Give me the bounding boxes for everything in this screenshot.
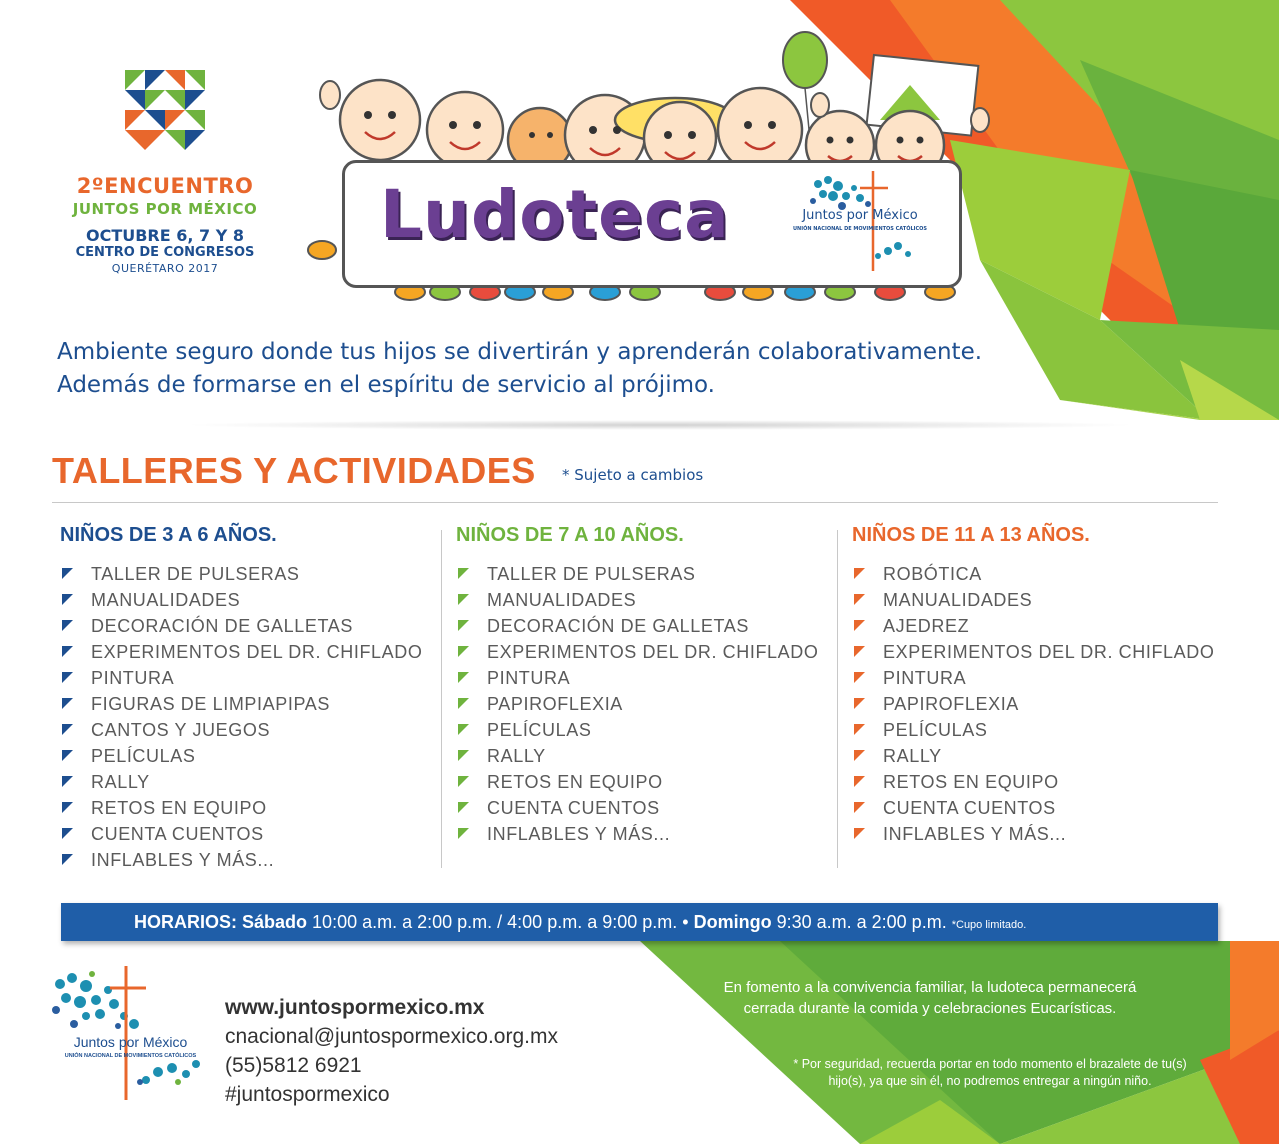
family-notice: En fomento a la convivencia familiar, la ludoteca permanecerá cerrada durante la comida y celebraciones Eucarísticas. xyxy=(723,979,1137,1017)
activity-label: INFLABLES Y MÁS... xyxy=(91,850,275,870)
activity-item xyxy=(852,743,1242,769)
triangle-bullet-icon xyxy=(62,698,73,709)
activity-item xyxy=(60,769,450,795)
activity-item xyxy=(456,561,846,587)
activity-item xyxy=(852,587,1242,613)
activity-label: TALLER DE PULSERAS xyxy=(91,564,300,584)
activity-label: MANUALIDADES xyxy=(883,590,1033,610)
activity-item xyxy=(60,691,450,717)
activity-label: PAPIROFLEXIA xyxy=(487,694,623,714)
contact-info xyxy=(225,993,558,1109)
triangle-bullet-icon xyxy=(62,568,73,579)
intro-text xyxy=(57,336,1157,402)
section-note: * Sujeto a cambios xyxy=(562,466,704,484)
activity-label: RALLY xyxy=(487,746,546,766)
age-column-7-10 xyxy=(456,524,846,847)
activity-item xyxy=(60,639,450,665)
triangle-bullet-icon xyxy=(854,724,865,735)
safety-notice: * Por seguridad, recuerda portar en todo momento el brazalete de tu(s) hijo(s), ya que sin él, no podremos entregar a ningún niño. xyxy=(793,1057,1187,1088)
activity-label: TALLER DE PULSERAS xyxy=(487,564,696,584)
activity-item xyxy=(60,717,450,743)
activity-label: MANUALIDADES xyxy=(487,590,637,610)
column-divider xyxy=(441,530,442,868)
activity-item xyxy=(60,665,450,691)
phone-number: (55)5812 6921 xyxy=(225,1054,362,1077)
triangle-bullet-icon xyxy=(62,594,73,605)
intro-line-1: Ambiente seguro donde tus hijos se divertirán y aprenderán colaborativamente. xyxy=(57,339,983,365)
triangle-bullet-icon xyxy=(458,802,469,813)
activity-item xyxy=(60,613,450,639)
activity-label: EXPERIMENTOS DEL DR. CHIFLADO xyxy=(487,642,819,662)
activity-item xyxy=(456,795,846,821)
triangle-bullet-icon xyxy=(854,802,865,813)
intro-shadow-divider xyxy=(180,420,1140,430)
triangle-bullet-icon xyxy=(458,620,469,631)
activity-list xyxy=(852,561,1242,847)
triangle-bullet-icon xyxy=(62,776,73,787)
activity-label: ROBÓTICA xyxy=(883,564,982,584)
activity-label: CUENTA CUENTOS xyxy=(487,798,660,818)
activity-item xyxy=(60,743,450,769)
triangle-bullet-icon xyxy=(458,750,469,761)
activity-label: CANTOS Y JUEGOS xyxy=(91,720,271,740)
age-column-3-6 xyxy=(60,524,450,873)
activity-item xyxy=(456,665,846,691)
footer-logo-name: Juntos por México xyxy=(73,1034,188,1050)
triangle-bullet-icon xyxy=(62,646,73,657)
intro-line-2: Además de formarse en el espíritu de servicio al prójimo. xyxy=(57,372,715,398)
activity-item xyxy=(456,691,846,717)
event-city: QUERÉTARO 2017 xyxy=(111,262,219,275)
column-heading: NIÑOS DE 11 A 13 AÑOS. xyxy=(852,524,1090,546)
triangle-bullet-icon xyxy=(854,672,865,683)
activity-item xyxy=(852,691,1242,717)
banner-title: Ludoteca xyxy=(380,176,730,253)
activity-label: RALLY xyxy=(91,772,150,792)
activity-label: AJEDREZ xyxy=(883,616,970,636)
triangle-bullet-icon xyxy=(62,854,73,865)
triangle-bullet-icon xyxy=(458,594,469,605)
activity-label: MANUALIDADES xyxy=(91,590,241,610)
triangle-bullet-icon xyxy=(854,698,865,709)
activity-list xyxy=(60,561,450,873)
activity-item xyxy=(456,587,846,613)
activity-item xyxy=(456,743,846,769)
activity-item xyxy=(60,561,450,587)
activity-label: INFLABLES Y MÁS... xyxy=(487,824,671,844)
age-column-11-13 xyxy=(852,524,1242,847)
activity-label: INFLABLES Y MÁS... xyxy=(883,824,1067,844)
triangle-bullet-icon xyxy=(62,802,73,813)
activity-label: DECORACIÓN DE GALLETAS xyxy=(91,616,353,636)
event-dates: OCTUBRE 6, 7 Y 8 xyxy=(85,226,245,245)
triangle-bullet-icon xyxy=(62,672,73,683)
activity-item xyxy=(852,795,1242,821)
banner-logo-org: UNIÓN NACIONAL DE MOVIMIENTOS CATÓLICOS xyxy=(792,226,928,232)
activity-label: PELÍCULAS xyxy=(487,720,592,740)
triangle-bullet-icon xyxy=(854,750,865,761)
activity-label: CUENTA CUENTOS xyxy=(91,824,264,844)
activity-label: FIGURAS DE LIMPIAPIPAS xyxy=(91,694,330,714)
event-subtitle: JUNTOS POR MÉXICO xyxy=(72,200,258,218)
triangle-bullet-icon xyxy=(458,568,469,579)
section-title: TALLERES Y ACTIVIDADES xyxy=(52,450,536,491)
triangle-bullet-icon xyxy=(854,568,865,579)
triangle-bullet-icon xyxy=(854,594,865,605)
schedule-day-sunday: Domingo xyxy=(693,912,772,932)
activity-item xyxy=(456,717,846,743)
activity-list xyxy=(456,561,846,847)
event-title: 2ºENCUENTRO xyxy=(76,174,254,198)
schedule-day-saturday: Sábado xyxy=(242,912,308,932)
banner-logo-name: Juntos por México xyxy=(802,208,918,223)
activity-item xyxy=(852,613,1242,639)
activity-label: PINTURA xyxy=(487,668,571,688)
activity-item xyxy=(60,821,450,847)
column-heading: NIÑOS DE 7 A 10 AÑOS. xyxy=(456,524,684,546)
schedule-note: *Cupo limitado. xyxy=(951,919,1027,931)
activity-label: PINTURA xyxy=(883,668,967,688)
activity-item xyxy=(852,561,1242,587)
triangle-bullet-icon xyxy=(458,698,469,709)
ludoteca-banner xyxy=(300,20,1000,305)
activity-item xyxy=(852,717,1242,743)
triangle-bullet-icon xyxy=(854,646,865,657)
activity-item xyxy=(60,587,450,613)
website-link[interactable]: www.juntospormexico.mx xyxy=(225,996,485,1019)
triangle-bullet-icon xyxy=(458,672,469,683)
triangle-bullet-icon xyxy=(62,724,73,735)
activity-item xyxy=(60,847,450,873)
schedule-bar xyxy=(61,903,1218,941)
activity-item xyxy=(456,821,846,847)
activity-label: PAPIROFLEXIA xyxy=(883,694,1019,714)
triangle-bullet-icon xyxy=(854,828,865,839)
activity-item xyxy=(852,769,1242,795)
triangle-bullet-icon xyxy=(458,724,469,735)
activity-item xyxy=(456,639,846,665)
activity-label: RETOS EN EQUIPO xyxy=(883,772,1059,792)
triangle-bullet-icon xyxy=(62,750,73,761)
activity-item xyxy=(60,795,450,821)
triangle-bullet-icon xyxy=(854,776,865,787)
triangle-bullet-icon xyxy=(62,828,73,839)
activity-label: RETOS EN EQUIPO xyxy=(91,798,267,818)
event-logo xyxy=(40,70,290,275)
activity-label: PELÍCULAS xyxy=(91,746,196,766)
activity-label: RALLY xyxy=(883,746,942,766)
section-divider xyxy=(52,502,1218,503)
activity-item xyxy=(852,639,1242,665)
schedule-label: HORARIOS: xyxy=(134,912,237,932)
activity-item xyxy=(456,613,846,639)
activity-label: PINTURA xyxy=(91,668,175,688)
activity-item xyxy=(456,769,846,795)
activity-item xyxy=(852,821,1242,847)
footer-logo-org: UNIÓN NACIONAL DE MOVIMIENTOS CATÓLICOS xyxy=(64,1053,197,1059)
schedule-sunday-times: 9:30 a.m. a 2:00 p.m. xyxy=(776,912,947,932)
schedule-saturday-times: 10:00 a.m. a 2:00 p.m. / 4:00 p.m. a 9:00 p.m. • xyxy=(312,912,689,932)
hashtag: #juntospormexico xyxy=(225,1083,390,1106)
column-divider xyxy=(837,530,838,868)
activity-label: EXPERIMENTOS DEL DR. CHIFLADO xyxy=(883,642,1215,662)
activity-label: RETOS EN EQUIPO xyxy=(487,772,663,792)
event-venue: CENTRO DE CONGRESOS xyxy=(75,245,255,260)
triangle-bullet-icon xyxy=(458,776,469,787)
column-heading: NIÑOS DE 3 A 6 AÑOS. xyxy=(60,524,277,546)
activity-label: CUENTA CUENTOS xyxy=(883,798,1056,818)
encuentro-mosaic-icon xyxy=(125,70,205,150)
triangle-bullet-icon xyxy=(458,828,469,839)
activity-label: PELÍCULAS xyxy=(883,720,988,740)
triangle-bullet-icon xyxy=(62,620,73,631)
activity-item xyxy=(852,665,1242,691)
triangle-bullet-icon xyxy=(458,646,469,657)
triangle-bullet-icon xyxy=(854,620,865,631)
email-link[interactable]: cnacional@juntospormexico.org.mx xyxy=(225,1025,558,1048)
activity-label: DECORACIÓN DE GALLETAS xyxy=(487,616,749,636)
activity-label: EXPERIMENTOS DEL DR. CHIFLADO xyxy=(91,642,423,662)
